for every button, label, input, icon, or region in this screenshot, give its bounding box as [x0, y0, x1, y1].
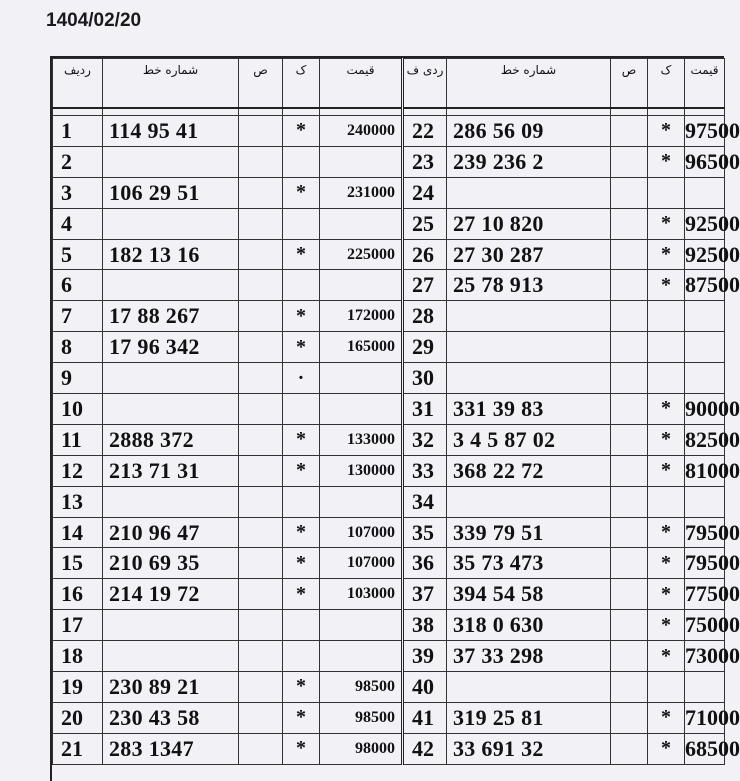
price-cell: 225000: [320, 239, 403, 270]
line-number: 239 236 2: [447, 146, 611, 177]
kaf-cell: [283, 146, 320, 177]
price-cell: 87500: [685, 270, 725, 301]
kaf-cell: *: [648, 579, 685, 610]
price-cell: 90000: [685, 394, 725, 425]
sad-cell: [239, 394, 283, 425]
line-number: [103, 146, 239, 177]
sad-cell: [239, 672, 283, 703]
table-row: [53, 208, 725, 239]
price-cell: 79500: [685, 517, 725, 548]
row-number: 2: [53, 146, 103, 177]
price-cell: [685, 177, 725, 208]
line-number: 33 691 32: [447, 733, 611, 764]
line-number: 394 54 58: [447, 579, 611, 610]
table-row: [53, 270, 725, 301]
line-number: [447, 486, 611, 517]
row-number: 5: [53, 239, 103, 270]
line-number: 210 69 35: [103, 548, 239, 579]
line-number: 286 56 09: [447, 116, 611, 147]
kaf-cell: *: [648, 146, 685, 177]
phone-number-price-table: [52, 58, 740, 765]
sad-cell: [611, 672, 648, 703]
header-row-no-right: ردی ف: [403, 59, 447, 109]
row-number: 16: [53, 579, 103, 610]
sad-cell: [611, 455, 648, 486]
table-row: [53, 363, 725, 394]
header-line-no-left: شماره خط: [103, 59, 239, 109]
row-number: 1: [53, 116, 103, 147]
kaf-cell: *: [648, 208, 685, 239]
price-cell: 92500: [685, 208, 725, 239]
line-number: [103, 270, 239, 301]
price-cell: 107000: [320, 548, 403, 579]
price-cell: 73000: [685, 641, 725, 672]
table-row: [53, 579, 725, 610]
row-number: 3: [53, 177, 103, 208]
table-row: [53, 239, 725, 270]
sad-cell: [611, 332, 648, 363]
kaf-cell: *: [648, 455, 685, 486]
line-number: 3 4 5 87 02: [447, 424, 611, 455]
header-sad-left: ص: [239, 59, 283, 109]
price-cell: 165000: [320, 332, 403, 363]
sad-cell: [611, 301, 648, 332]
price-cell: 96500: [685, 146, 725, 177]
header-price-right: قیمت: [685, 59, 725, 109]
kaf-cell: *: [283, 424, 320, 455]
line-number: [103, 363, 239, 394]
row-number: 6: [53, 270, 103, 301]
sad-cell: [611, 702, 648, 733]
line-number: 35 73 473: [447, 548, 611, 579]
kaf-cell: *: [648, 641, 685, 672]
line-number: [103, 208, 239, 239]
price-cell: [685, 301, 725, 332]
line-number: 283 1347: [103, 733, 239, 764]
price-cell: [685, 332, 725, 363]
row-number: 8: [53, 332, 103, 363]
sad-cell: [611, 579, 648, 610]
header-kaf-right: ک: [648, 59, 685, 109]
table-row: [53, 301, 725, 332]
kaf-cell: *: [648, 610, 685, 641]
table-row: [53, 672, 725, 703]
line-number: [103, 641, 239, 672]
row-number: 31: [403, 394, 447, 425]
sad-cell: [239, 641, 283, 672]
row-number: 23: [403, 146, 447, 177]
kaf-cell: ·: [283, 363, 320, 394]
price-cell: 98500: [320, 702, 403, 733]
line-number: 17 96 342: [103, 332, 239, 363]
sad-cell: [611, 548, 648, 579]
line-number: [447, 301, 611, 332]
price-cell: 172000: [320, 301, 403, 332]
table-row: [53, 486, 725, 517]
kaf-cell: *: [283, 517, 320, 548]
price-cell: 71000: [685, 702, 725, 733]
document-date: 1404/02/20: [46, 10, 142, 31]
price-cell: [320, 641, 403, 672]
kaf-cell: *: [648, 270, 685, 301]
sad-cell: [611, 517, 648, 548]
price-cell: 68500: [685, 733, 725, 764]
row-number: 11: [53, 424, 103, 455]
line-number: [447, 177, 611, 208]
line-number: 37 33 298: [447, 641, 611, 672]
line-number: 114 95 41: [103, 116, 239, 147]
sad-cell: [239, 702, 283, 733]
sad-cell: [239, 610, 283, 641]
header-kaf-left: ک: [283, 59, 320, 109]
kaf-cell: *: [283, 733, 320, 764]
table-row: [53, 733, 725, 764]
price-cell: 240000: [320, 116, 403, 147]
price-cell: 130000: [320, 455, 403, 486]
row-number: 29: [403, 332, 447, 363]
line-number: [103, 394, 239, 425]
row-number: 41: [403, 702, 447, 733]
price-list-sheet: [50, 56, 740, 781]
line-number: 182 13 16: [103, 239, 239, 270]
sad-cell: [239, 208, 283, 239]
table-row: [53, 394, 725, 425]
sad-cell: [239, 177, 283, 208]
kaf-cell: [283, 486, 320, 517]
price-cell: 79500: [685, 548, 725, 579]
sad-cell: [239, 146, 283, 177]
kaf-cell: *: [648, 394, 685, 425]
sad-cell: [611, 177, 648, 208]
kaf-cell: *: [283, 116, 320, 147]
kaf-cell: *: [283, 332, 320, 363]
line-number: 2888 372: [103, 424, 239, 455]
kaf-cell: *: [283, 672, 320, 703]
sad-cell: [611, 610, 648, 641]
line-number: 27 30 287: [447, 239, 611, 270]
sad-cell: [239, 548, 283, 579]
row-number: 40: [403, 672, 447, 703]
kaf-cell: *: [648, 733, 685, 764]
row-number: 39: [403, 641, 447, 672]
line-number: [447, 332, 611, 363]
price-cell: 107000: [320, 517, 403, 548]
sad-cell: [611, 116, 648, 147]
row-number: 14: [53, 517, 103, 548]
sad-cell: [611, 486, 648, 517]
row-number: 28: [403, 301, 447, 332]
line-number: 27 10 820: [447, 208, 611, 239]
sad-cell: [611, 424, 648, 455]
table-row: [53, 610, 725, 641]
sad-cell: [239, 486, 283, 517]
kaf-cell: *: [648, 548, 685, 579]
sad-cell: [239, 579, 283, 610]
line-number: [103, 486, 239, 517]
row-number: 10: [53, 394, 103, 425]
table-row: [53, 702, 725, 733]
line-number: 17 88 267: [103, 301, 239, 332]
line-number: 339 79 51: [447, 517, 611, 548]
kaf-cell: *: [648, 239, 685, 270]
row-number: 20: [53, 702, 103, 733]
header-sad-right: ص: [611, 59, 648, 109]
price-cell: [320, 394, 403, 425]
line-number: [447, 363, 611, 394]
sad-cell: [239, 239, 283, 270]
kaf-cell: [283, 208, 320, 239]
row-number: 21: [53, 733, 103, 764]
kaf-cell: [648, 332, 685, 363]
row-number: 4: [53, 208, 103, 239]
line-number: 318 0 630: [447, 610, 611, 641]
line-number: [447, 672, 611, 703]
row-number: 26: [403, 239, 447, 270]
sad-cell: [239, 517, 283, 548]
sad-cell: [239, 424, 283, 455]
kaf-cell: *: [283, 579, 320, 610]
price-cell: [320, 486, 403, 517]
sad-cell: [239, 270, 283, 301]
table-row: [53, 424, 725, 455]
kaf-cell: [283, 270, 320, 301]
header-row: [53, 59, 725, 109]
kaf-cell: *: [283, 177, 320, 208]
sad-cell: [611, 363, 648, 394]
table-row: [53, 177, 725, 208]
line-number: 214 19 72: [103, 579, 239, 610]
table-row: [53, 455, 725, 486]
price-cell: 133000: [320, 424, 403, 455]
row-number: 30: [403, 363, 447, 394]
price-cell: 92500: [685, 239, 725, 270]
kaf-cell: [283, 394, 320, 425]
line-number: 106 29 51: [103, 177, 239, 208]
header-price-left: قیمت: [320, 59, 403, 109]
kaf-cell: [283, 610, 320, 641]
row-number: 13: [53, 486, 103, 517]
sad-cell: [611, 394, 648, 425]
line-number: 230 43 58: [103, 702, 239, 733]
kaf-cell: *: [283, 455, 320, 486]
sad-cell: [239, 455, 283, 486]
table-row: [53, 332, 725, 363]
row-number: 38: [403, 610, 447, 641]
sad-cell: [239, 363, 283, 394]
kaf-cell: *: [648, 116, 685, 147]
row-number: 32: [403, 424, 447, 455]
row-number: 37: [403, 579, 447, 610]
price-cell: 77500: [685, 579, 725, 610]
row-number: 24: [403, 177, 447, 208]
row-number: 42: [403, 733, 447, 764]
sad-cell: [611, 733, 648, 764]
kaf-cell: [283, 641, 320, 672]
price-cell: 82500: [685, 424, 725, 455]
kaf-cell: *: [283, 702, 320, 733]
price-cell: 97500: [685, 116, 725, 147]
header-row-no-left: ردیف: [53, 59, 103, 109]
kaf-cell: *: [283, 301, 320, 332]
price-cell: [320, 363, 403, 394]
kaf-cell: *: [648, 424, 685, 455]
row-number: 36: [403, 548, 447, 579]
price-cell: 81000: [685, 455, 725, 486]
sad-cell: [611, 208, 648, 239]
table-row: [53, 146, 725, 177]
line-number: 230 89 21: [103, 672, 239, 703]
price-cell: 98500: [320, 672, 403, 703]
sad-cell: [239, 116, 283, 147]
table-row: [53, 548, 725, 579]
table-body: [53, 116, 740, 765]
line-number: [103, 610, 239, 641]
row-number: 18: [53, 641, 103, 672]
kaf-cell: [648, 301, 685, 332]
row-number: 27: [403, 270, 447, 301]
kaf-cell: *: [648, 702, 685, 733]
row-number: 34: [403, 486, 447, 517]
header-separator: [53, 108, 725, 116]
row-number: 17: [53, 610, 103, 641]
sad-cell: [611, 146, 648, 177]
table-row: [53, 116, 725, 147]
line-number: 25 78 913: [447, 270, 611, 301]
price-cell: 75000: [685, 610, 725, 641]
price-cell: [685, 363, 725, 394]
sad-cell: [611, 270, 648, 301]
row-number: 19: [53, 672, 103, 703]
price-cell: 103000: [320, 579, 403, 610]
price-cell: [320, 208, 403, 239]
line-number: 210 96 47: [103, 517, 239, 548]
row-number: 9: [53, 363, 103, 394]
table-row: [53, 517, 725, 548]
kaf-cell: [648, 363, 685, 394]
price-cell: [320, 146, 403, 177]
price-cell: [685, 486, 725, 517]
row-number: 15: [53, 548, 103, 579]
row-number: 22: [403, 116, 447, 147]
table-row: [53, 641, 725, 672]
line-number: 331 39 83: [447, 394, 611, 425]
line-number: 319 25 81: [447, 702, 611, 733]
price-cell: 231000: [320, 177, 403, 208]
row-number: 12: [53, 455, 103, 486]
row-number: 33: [403, 455, 447, 486]
header-line-no-right: شماره خط: [447, 59, 611, 109]
price-cell: [320, 610, 403, 641]
sad-cell: [611, 239, 648, 270]
line-number: 368 22 72: [447, 455, 611, 486]
sad-cell: [611, 641, 648, 672]
kaf-cell: [648, 177, 685, 208]
price-cell: [320, 270, 403, 301]
kaf-cell: [648, 672, 685, 703]
kaf-cell: [648, 486, 685, 517]
row-number: 25: [403, 208, 447, 239]
sad-cell: [239, 301, 283, 332]
line-number: 213 71 31: [103, 455, 239, 486]
price-cell: [685, 672, 725, 703]
kaf-cell: *: [648, 517, 685, 548]
kaf-cell: *: [283, 548, 320, 579]
price-cell: 98000: [320, 733, 403, 764]
sad-cell: [239, 733, 283, 764]
row-number: 35: [403, 517, 447, 548]
kaf-cell: *: [283, 239, 320, 270]
sad-cell: [239, 332, 283, 363]
row-number: 7: [53, 301, 103, 332]
